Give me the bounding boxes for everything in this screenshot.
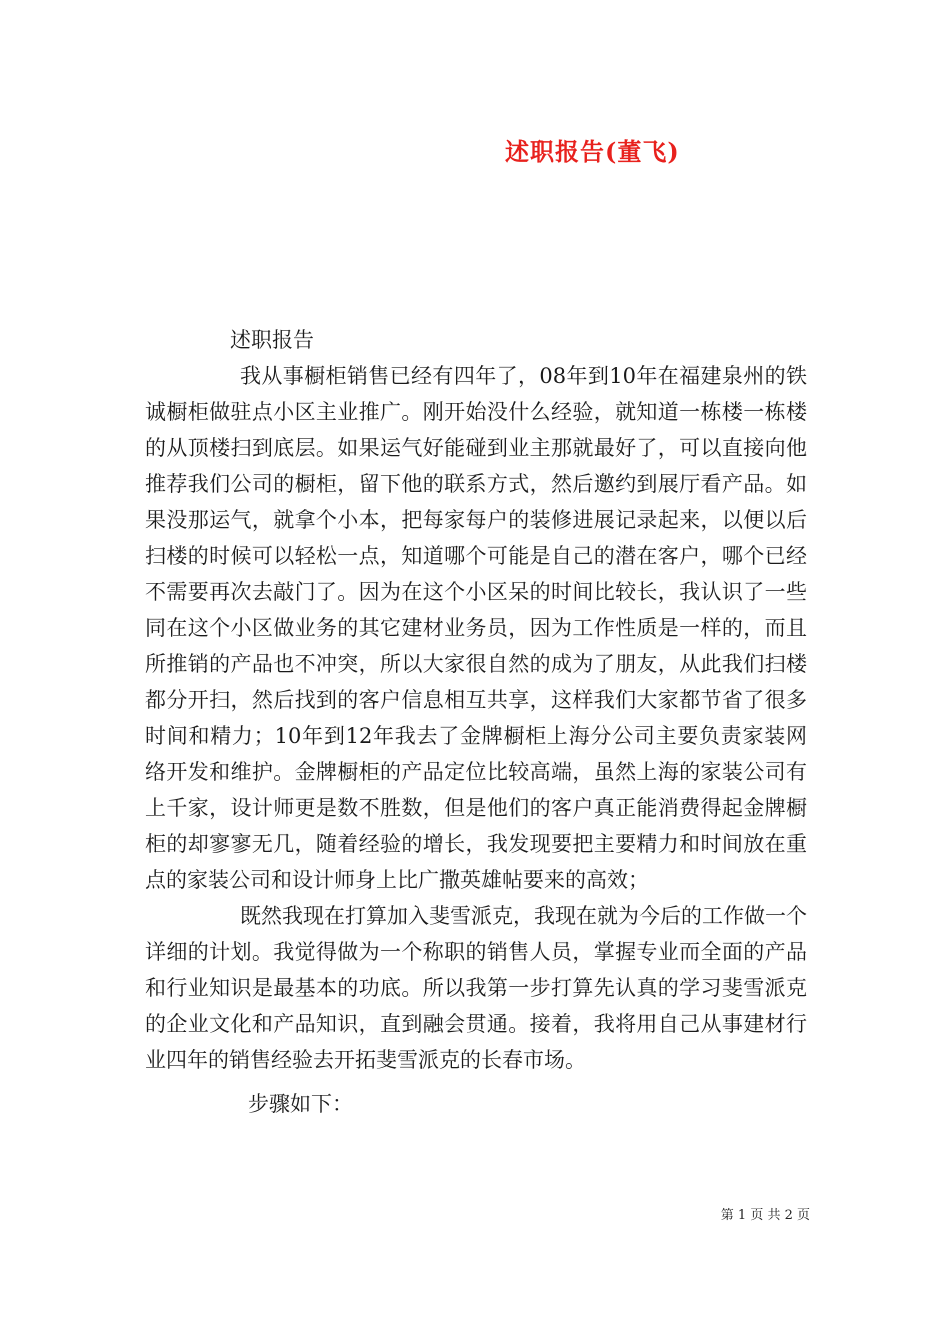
document-body: [145, 322, 807, 1122]
section-heading: 述职报告: [230, 328, 314, 352]
paragraph: 我从事橱柜销售已经有四年了，08年到10年在福建泉州的铁诚橱柜做驻点小区主业推广。刚开始没什么经验，就知道一栋楼一栋楼的从顶楼扫到底层。如果运气好能碰到业主那就最好了，可以直接向他推荐我们公司的橱柜，留下他的联系方式，然后邀约到展厅看产品。如果没那运气，就拿个小本，把每家每户的装修进展记录起来，以便以后扫楼的时候可以轻松一点，知道哪个可能是自己的潜在客户，哪个已经不需要再次去敲门了。因为在这个小区呆的时间比较长，我认识了一些同在这个小区做业务的其它建材业务员，因为工作性质是一样的，而且所推销的产品也不冲突，所以大家很自然的成为了朋友，从此我们扫楼都分开扫，然后找到的客户信息相互共享，这样我们大家都节省了很多时间和精力；10年到12年我去了金牌橱柜上海分公司主要负责家装网络开发和维护。金牌橱柜的产品定位比较高端，虽然上海的家装公司有上千家，设计师更是数不胜数，但是他们的客户真正能消费得起金牌橱柜的却寥寥无几，随着经验的增长，我发现要把主要精力和时间放在重点的家装公司和设计师身上比广撒英雄帖要来的高效；: [145, 364, 807, 892]
page-number: 第 1 页 共 2 页: [720, 1208, 810, 1223]
steps-label: 步骤如下：: [248, 1092, 353, 1116]
paragraph: 既然我现在打算加入斐雪派克，我现在就为今后的工作做一个详细的计划。我觉得做为一个称职的销售人员，掌握专业而全面的产品和行业知识是最基本的功底。所以我第一步打算先认真的学习斐雪派克的企业文化和产品知识，直到融会贯通。接着，我将用自己从事建材行业四年的销售经验去开拓斐雪派克的长春市场。: [145, 904, 807, 1072]
document-title: 述职报告(董飞): [505, 137, 680, 166]
